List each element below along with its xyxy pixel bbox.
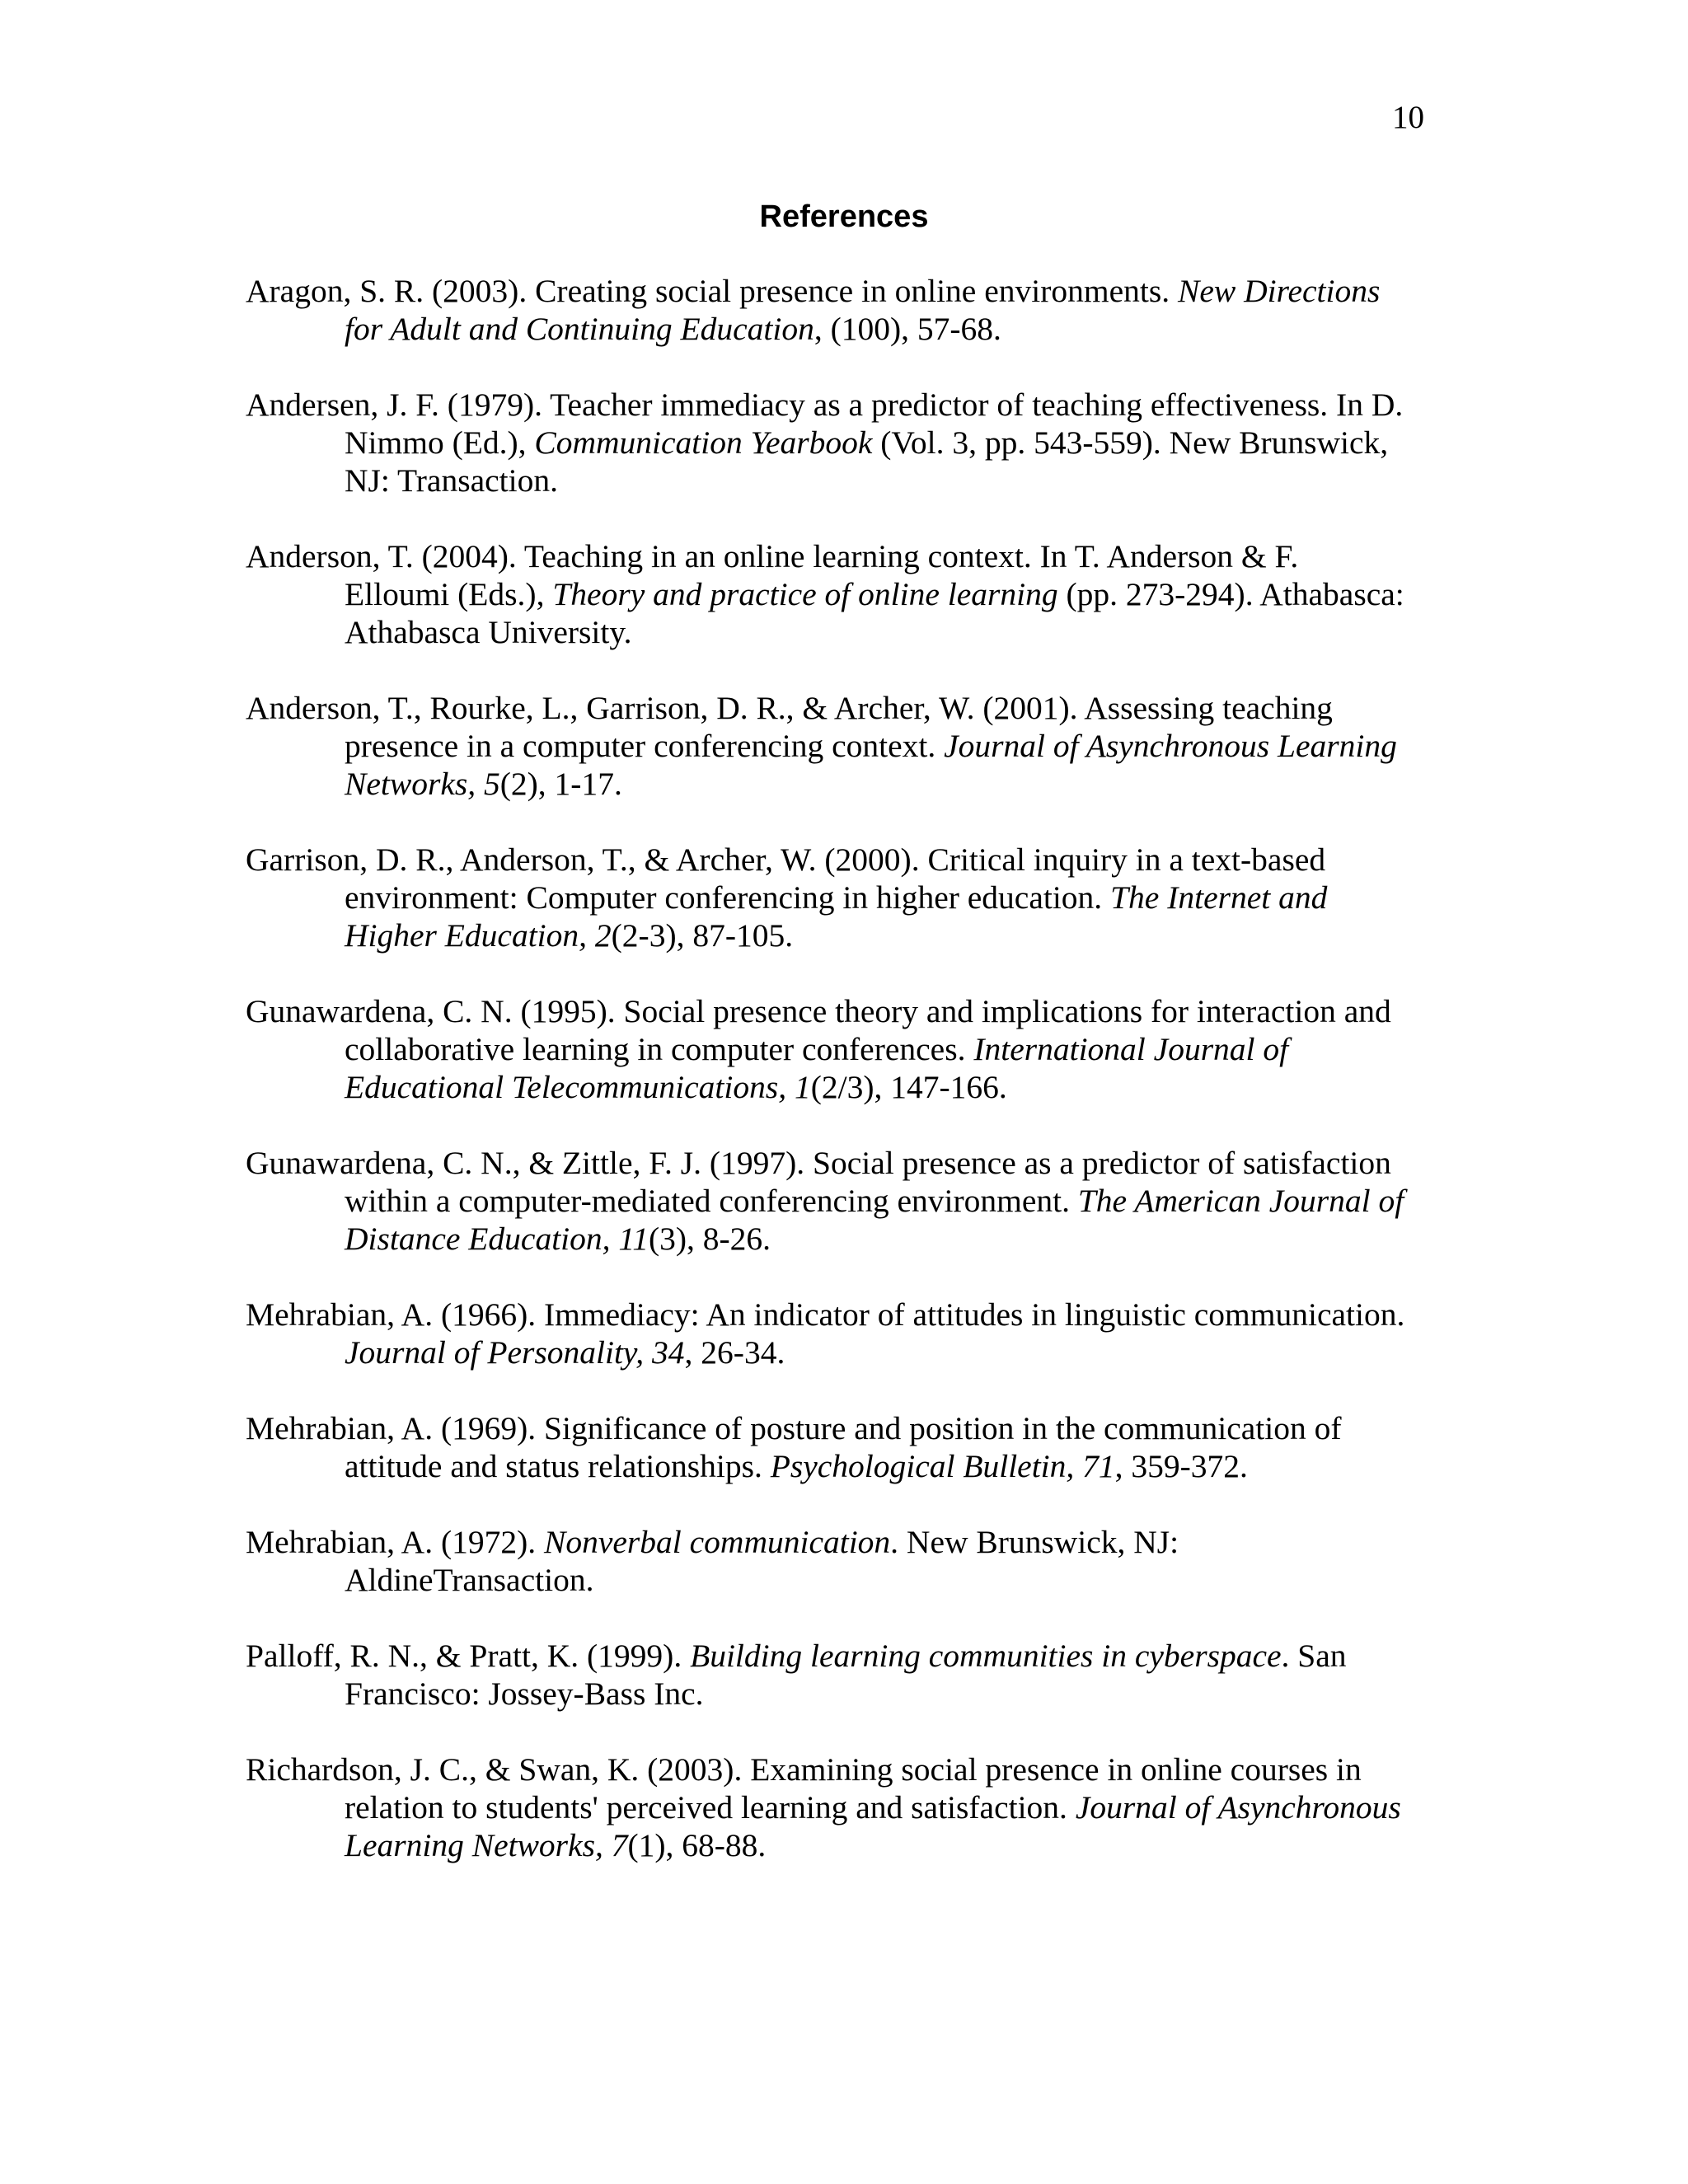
- reference-line: [246, 1409, 1437, 1447]
- reference-text: relation to students' perceived learning and satisfaction.: [345, 1789, 1076, 1825]
- reference-line: [345, 727, 1437, 765]
- reference-text: (Vol. 3, pp. 543-559). New Brunswick,: [872, 424, 1389, 461]
- reference-line: [246, 1144, 1437, 1182]
- reference-line: [345, 310, 1437, 348]
- reference-text: (2/3), 147-166.: [810, 1069, 1007, 1105]
- reference-line: [345, 1030, 1437, 1068]
- reference-entry: [246, 992, 1437, 1106]
- reference-line: [345, 1068, 1437, 1106]
- reference-entry: [246, 1750, 1437, 1864]
- reference-italic-text: The American Journal of: [1077, 1183, 1404, 1219]
- reference-line: [246, 537, 1437, 575]
- reference-line: [246, 689, 1437, 727]
- reference-line: [246, 272, 1437, 310]
- reference-text: (3), 8-26.: [648, 1221, 771, 1257]
- reference-text: (2), 1-17.: [499, 766, 622, 802]
- reference-line: [345, 613, 1437, 651]
- reference-text: Mehrabian, A. (1972).: [246, 1524, 544, 1560]
- reference-text: Mehrabian, A. (1966). Immediacy: An indicator of attitudes in linguistic communication.: [246, 1296, 1405, 1333]
- reference-italic-text: Distance Education, 11: [345, 1221, 649, 1257]
- reference-line: [345, 916, 1437, 954]
- reference-text: within a computer-mediated conferencing environment.: [345, 1183, 1078, 1219]
- reference-text: Elloumi (Eds.),: [345, 576, 553, 612]
- page-number: 10: [1392, 100, 1424, 135]
- reference-text: attitude and status relationships.: [345, 1448, 771, 1484]
- reference-italic-text: Journal of Asynchronous Learning: [944, 728, 1397, 764]
- reference-text: Anderson, T. (2004). Teaching in an online learning context. In T. Anderson & F.: [246, 538, 1299, 574]
- reference-text: Gunawardena, C. N. (1995). Social presence theory and implications for interaction and: [246, 993, 1391, 1029]
- reference-text: Andersen, J. F. (1979). Teacher immediacy as a predictor of teaching effectiveness. In D.: [246, 387, 1404, 423]
- reference-text: Aragon, S. R. (2003). Creating social presence in online environments.: [246, 273, 1178, 309]
- reference-line: [345, 1333, 1437, 1371]
- reference-italic-text: The Internet and: [1110, 879, 1328, 916]
- reference-entry: [246, 841, 1437, 954]
- reference-line: [345, 1826, 1437, 1864]
- reference-text: Garrison, D. R., Anderson, T., & Archer, W. (2000). Critical inquiry in a text-based: [246, 841, 1326, 878]
- reference-entry: [246, 1637, 1437, 1713]
- reference-text: NJ: Transaction.: [345, 462, 558, 499]
- reference-text: presence in a computer conferencing context.: [345, 728, 945, 764]
- reference-line: [345, 879, 1437, 916]
- reference-line: [345, 1561, 1437, 1599]
- page-title: References: [759, 199, 929, 234]
- reference-line: [246, 992, 1437, 1030]
- reference-line: [246, 386, 1437, 424]
- reference-italic-text: Journal of Asynchronous: [1075, 1789, 1401, 1825]
- reference-line: [345, 1220, 1437, 1258]
- reference-italic-text: Theory and practice of online learning: [552, 576, 1058, 612]
- reference-text: Mehrabian, A. (1969). Significance of posture and position in the communication of: [246, 1410, 1342, 1446]
- reference-text: AldineTransaction.: [345, 1562, 594, 1598]
- reference-line: [345, 575, 1437, 613]
- reference-entry: [246, 272, 1437, 348]
- reference-text: collaborative learning in computer conferences.: [345, 1031, 974, 1067]
- reference-line: [345, 1447, 1437, 1485]
- reference-italic-text: Nonverbal communication: [544, 1524, 891, 1560]
- reference-italic-text: Building learning communities in cyberspace: [690, 1638, 1282, 1674]
- reference-text: Anderson, T., Rourke, L., Garrison, D. R., & Archer, W. (2001). Assessing teaching: [246, 690, 1333, 726]
- reference-text: , 359-372.: [1114, 1448, 1248, 1484]
- reference-text: , (100), 57-68.: [814, 311, 1001, 347]
- reference-italic-text: for Adult and Continuing Education: [345, 311, 814, 347]
- reference-text: environment: Computer conferencing in higher education.: [345, 879, 1111, 916]
- reference-entry: [246, 689, 1437, 803]
- reference-italic-text: Journal of Personality, 34: [345, 1334, 685, 1371]
- reference-entry: [246, 1523, 1437, 1599]
- reference-line: [246, 1750, 1437, 1788]
- reference-entry: [246, 386, 1437, 499]
- reference-text: Athabasca University.: [345, 614, 632, 650]
- reference-text: (1), 68-88.: [627, 1827, 767, 1863]
- reference-text: Gunawardena, C. N., & Zittle, F. J. (1997). Social presence as a predictor of satisfaction: [246, 1145, 1391, 1181]
- reference-text: . New Brunswick, NJ:: [890, 1524, 1179, 1560]
- reference-italic-text: Psychological Bulletin, 71: [770, 1448, 1115, 1484]
- reference-list: [246, 272, 1437, 1902]
- reference-entry: [246, 1409, 1437, 1485]
- reference-line: [345, 424, 1437, 462]
- reference-text: Richardson, J. C., & Swan, K. (2003). Examining social presence in online courses in: [246, 1751, 1362, 1788]
- reference-line: [246, 1296, 1437, 1333]
- reference-text: . San: [1281, 1638, 1347, 1674]
- reference-text: (pp. 273-294). Athabasca:: [1057, 576, 1404, 612]
- reference-italic-text: International Journal of: [973, 1031, 1289, 1067]
- reference-italic-text: Educational Telecommunications, 1: [345, 1069, 811, 1105]
- reference-line: [345, 1182, 1437, 1220]
- reference-text: (2-3), 87-105.: [611, 917, 794, 954]
- reference-italic-text: New Directions: [1177, 273, 1381, 309]
- reference-line: [345, 1675, 1437, 1713]
- reference-line: [345, 765, 1437, 803]
- reference-line: [246, 1637, 1437, 1675]
- reference-italic-text: Higher Education, 2: [345, 917, 612, 954]
- reference-italic-text: Learning Networks, 7: [345, 1827, 628, 1863]
- reference-text: Nimmo (Ed.),: [345, 424, 535, 461]
- reference-entry: [246, 1296, 1437, 1371]
- reference-line: [345, 462, 1437, 499]
- reference-text: Palloff, R. N., & Pratt, K. (1999).: [246, 1638, 691, 1674]
- reference-italic-text: Communication Yearbook: [534, 424, 873, 461]
- reference-line: [246, 1523, 1437, 1561]
- reference-line: [345, 1788, 1437, 1826]
- reference-text: , 26-34.: [684, 1334, 785, 1371]
- reference-line: [246, 841, 1437, 879]
- reference-italic-text: Networks, 5: [345, 766, 500, 802]
- reference-entry: [246, 537, 1437, 651]
- reference-entry: [246, 1144, 1437, 1258]
- reference-text: Francisco: Jossey-Bass Inc.: [345, 1675, 704, 1712]
